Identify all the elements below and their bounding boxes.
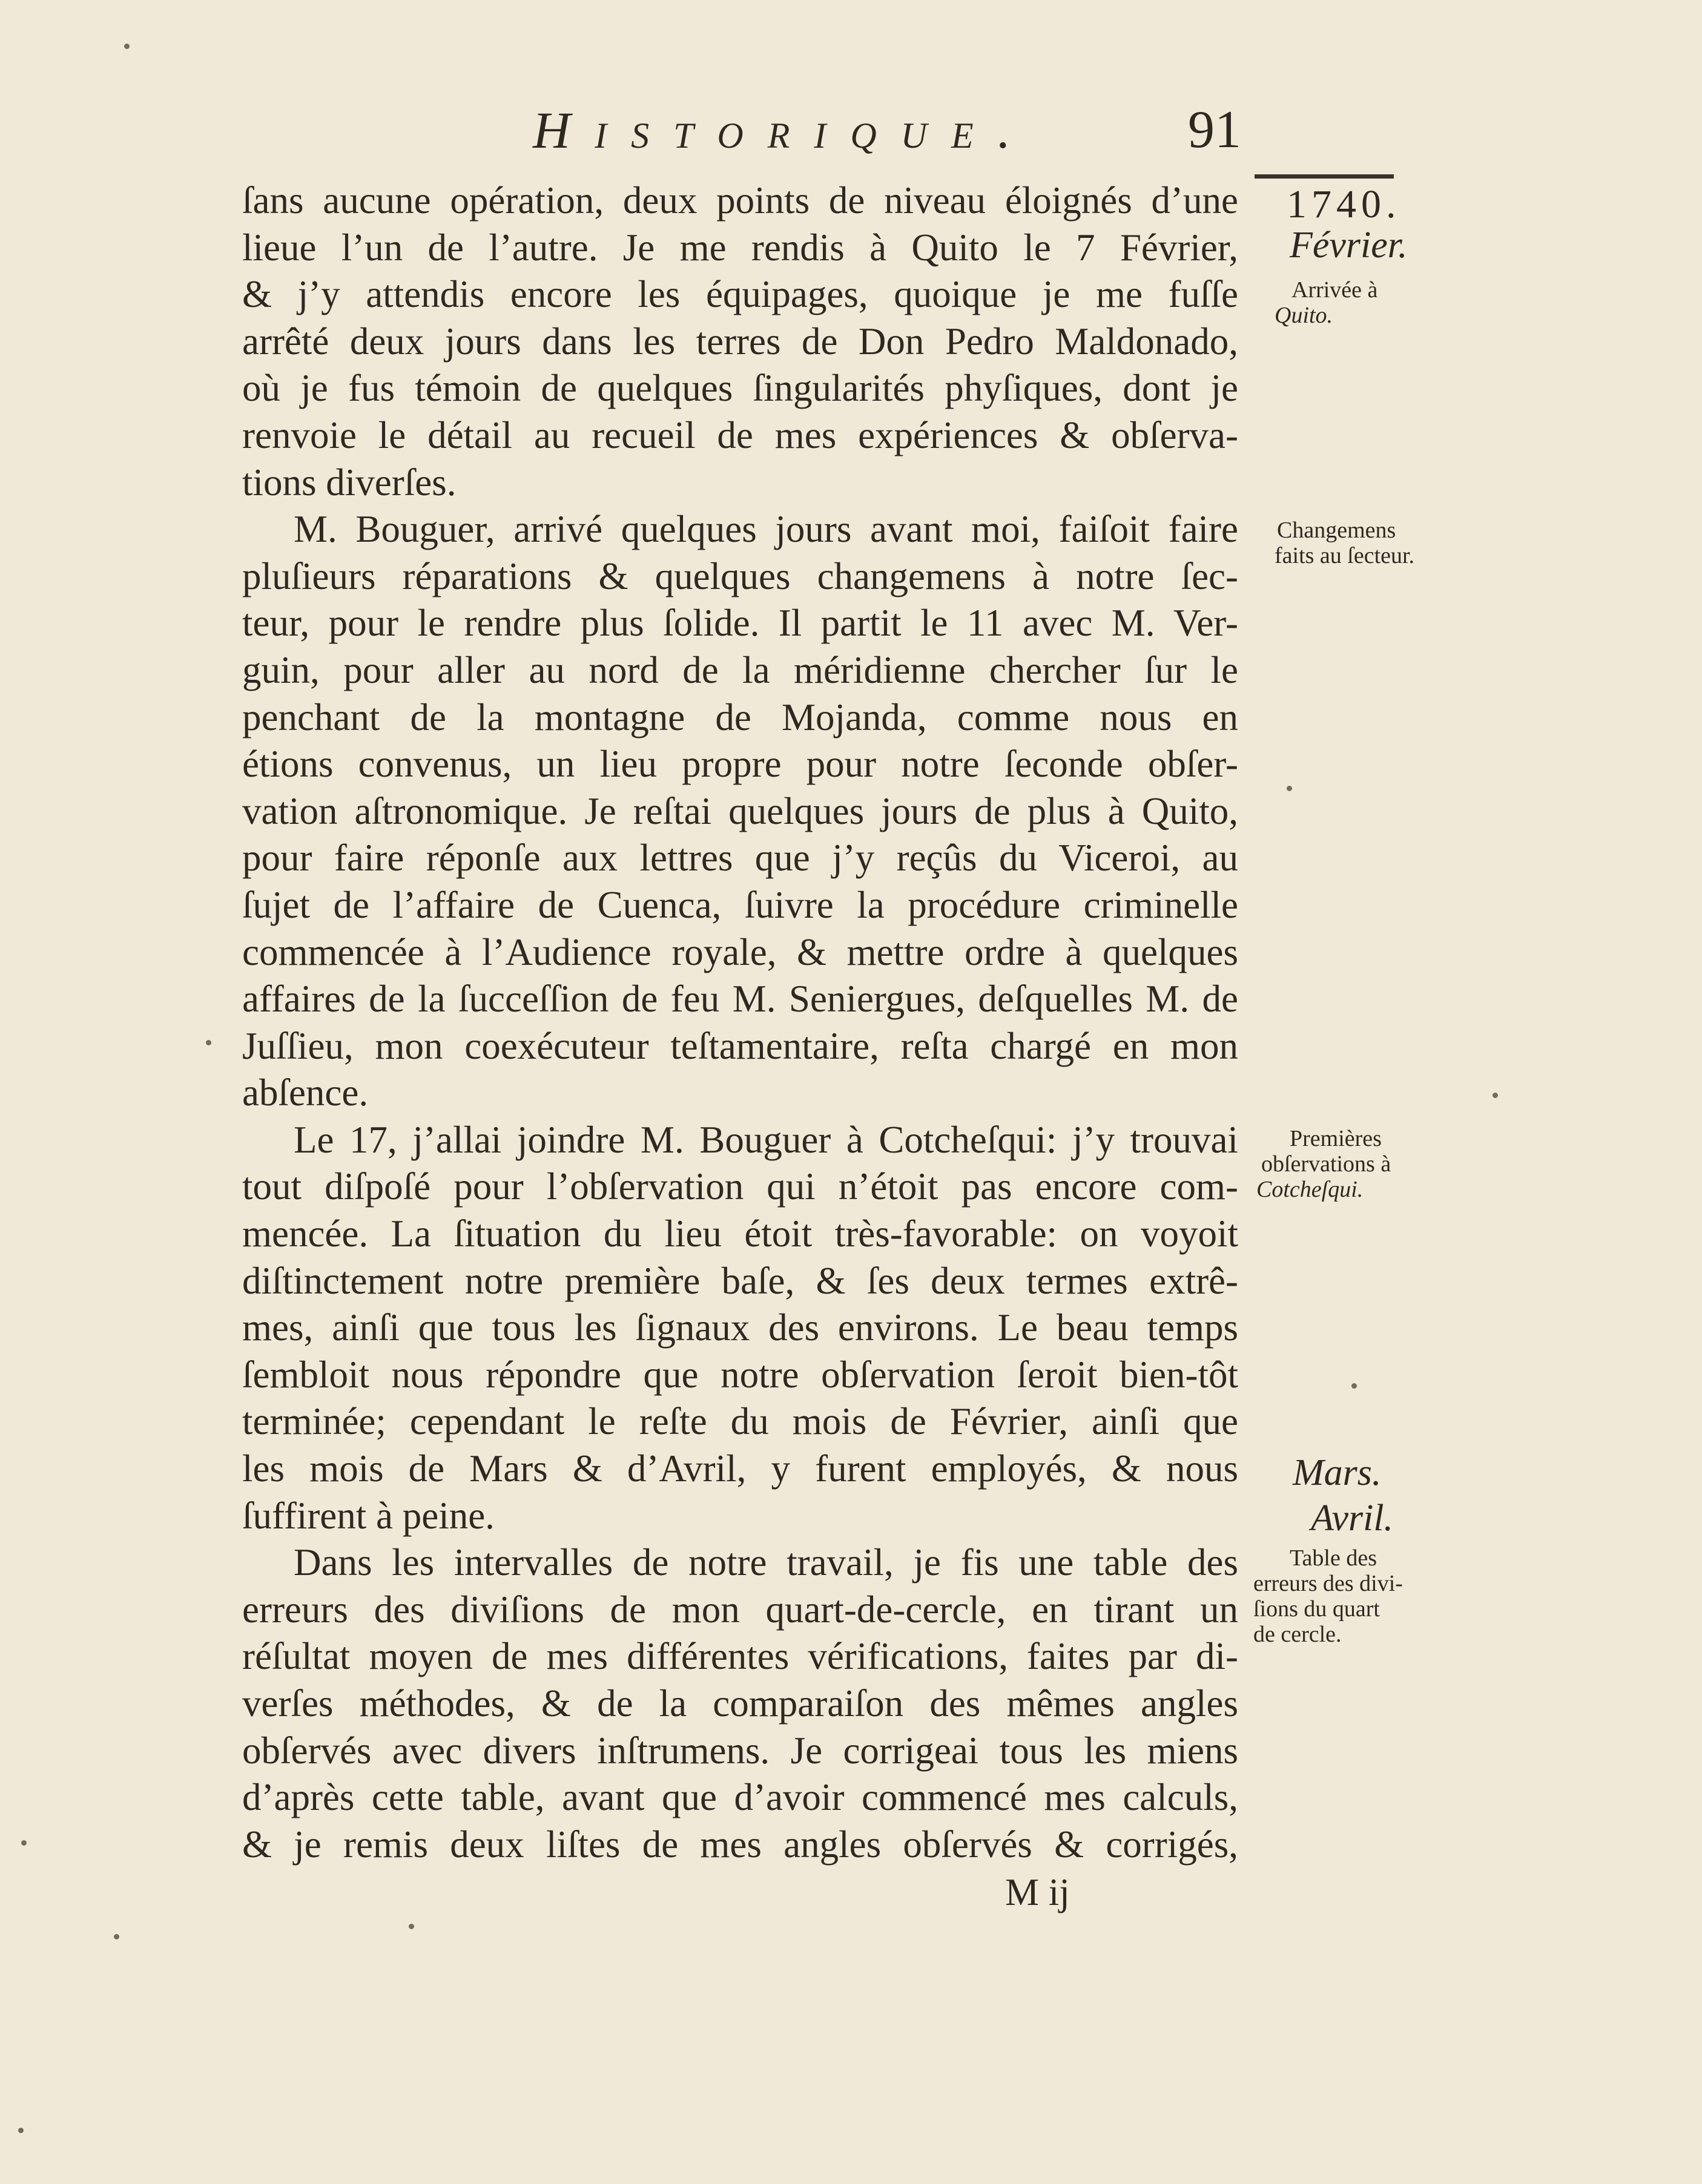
text-line: les mois de Mars & d’Avril, y furent employés, & nous: [242, 1447, 1238, 1490]
text-line: erreurs des diviſions de mon quart-de-cercle, en tirant un: [242, 1588, 1238, 1631]
text-line: verſes méthodes, & de la comparaiſon des mêmes angles: [242, 1682, 1238, 1725]
text-line: ſuffirent à peine.: [242, 1494, 495, 1537]
paper-speck: [21, 1840, 27, 1846]
text-line: pluſieurs réparations & quelques changemens à notre ſec-: [242, 554, 1238, 597]
margin-month-mars: Mars.: [1293, 1452, 1382, 1493]
paper-speck: [124, 44, 130, 49]
text-line: vation aſtronomique. Je reſtai quelques jours de plus à Quito,: [242, 789, 1238, 832]
text-line: mencée. La ſituation du lieu étoit très-favorable: on voyoit: [242, 1212, 1238, 1255]
margin-month-fevrier: Février.: [1290, 225, 1408, 266]
text-line: tout diſpoſé pour l’obſervation qui n’étoit pas encore com-: [242, 1165, 1238, 1208]
text-line: diſtinctement notre première baſe, & ſes deux termes extrê-: [242, 1259, 1238, 1302]
text-line: obſervés avec divers inſtrumens. Je corrigeai tous les miens: [242, 1729, 1238, 1772]
text-line: penchant de la montagne de Mojanda, comme nous en: [242, 696, 1238, 738]
running-header: [533, 100, 1241, 159]
margin-note-arrivee: [1275, 277, 1377, 328]
text-line: abſence.: [242, 1071, 369, 1114]
margin-note-table: [1253, 1545, 1403, 1647]
paper-speck: [206, 1040, 211, 1045]
text-line: réſultat moyen de mes différentes vérifications, faites par di-: [242, 1635, 1238, 1678]
text-line: mes, ainſi que tous les ſignaux des environs. Le beau temps: [242, 1306, 1238, 1349]
text-line: étions convenus, un lieu propre pour notre ſeconde obſer-: [242, 743, 1238, 786]
text-line: commencée à l’Audience royale, & mettre ordre à quelques: [242, 930, 1238, 973]
text-line: ſembloit nous répondre que notre obſervation ſeroit bien-tôt: [242, 1353, 1238, 1396]
paper-speck: [114, 1934, 119, 1939]
margin-note-line: ſions du quart: [1253, 1596, 1380, 1622]
text-line: ſans aucune opération, deux points de niveau éloignés d’une: [242, 179, 1238, 222]
text-line: arrêté deux jours dans les terres de Don Pedro Maldonado,: [242, 320, 1238, 363]
text-line: affaires de la ſucceſſion de feu M. Seniergues, deſquelles M. de: [242, 978, 1238, 1021]
main-text-block: [242, 177, 1238, 1868]
margin-note-changemens: [1275, 518, 1414, 568]
margin-note-line: Arrivée à: [1291, 277, 1378, 303]
margin-note-premieres: [1256, 1126, 1391, 1202]
margin-note-line: de cercle.: [1253, 1622, 1342, 1647]
page-number: 91: [1188, 100, 1241, 159]
text-line: & j’y attendis encore les équipages, quoique je me fuſſe: [242, 273, 1238, 316]
text-line: d’après cette table, avant que d’avoir commencé mes calculs,: [242, 1776, 1238, 1819]
margin-note-line: Cotcheſqui.: [1256, 1177, 1364, 1202]
margin-note-line: obſervations à: [1261, 1151, 1391, 1177]
text-line: terminée; cependant le reſte du mois de Février, ainſi que: [242, 1400, 1238, 1443]
margin-note-line: faits au ſecteur.: [1275, 543, 1415, 568]
paragraph-start-line: M. Bouguer, arrivé quelques jours avant moi, faiſoit faire: [294, 508, 1238, 551]
margin-note-line: Changemens: [1277, 518, 1396, 543]
text-line: renvoie le détail au recueil de mes expériences & obſerva-: [242, 413, 1238, 456]
text-line: guin, pour aller au nord de la méridienne chercher ſur le: [242, 648, 1238, 691]
text-line: & je remis deux liſtes de mes angles obſervés & corrigés,: [242, 1823, 1238, 1866]
paper-speck: [409, 1924, 414, 1929]
margin-note-line: Quito.: [1275, 303, 1333, 328]
text-line: tions diverſes.: [242, 461, 457, 504]
running-title: Historique.: [533, 101, 1035, 159]
paper-speck: [1493, 1093, 1498, 1098]
margin-note-line: Table des: [1290, 1545, 1377, 1571]
text-line: Juſſieu, mon coexécuteur teſtamentaire, reſta chargé en mon: [242, 1024, 1238, 1067]
text-line: teur, pour le rendre plus ſolide. Il partit le 11 avec M. Ver-: [242, 602, 1238, 645]
catchword: M ij: [1005, 1871, 1070, 1913]
paper-speck: [1287, 786, 1292, 791]
paper-speck: [18, 2128, 24, 2133]
paragraph-start-line: Dans les intervalles de notre travail, je fis une table des: [294, 1541, 1238, 1584]
margin-note-line: Premières: [1290, 1126, 1382, 1151]
margin-year: 1740.: [1287, 182, 1401, 226]
text-line: pour faire réponſe aux lettres que j’y reçûs du Viceroi, au: [242, 837, 1238, 880]
text-line: lieue l’un de l’autre. Je me rendis à Quito le 7 Février,: [242, 226, 1238, 269]
paper-speck: [1351, 1383, 1357, 1389]
paragraph-start-line: Le 17, j’allai joindre M. Bouguer à Cotcheſqui: j’y trouvai: [294, 1118, 1238, 1161]
text-line: où je fus témoin de quelques ſingularités phyſiques, dont je: [242, 367, 1238, 410]
margin-rule: [1255, 174, 1394, 179]
text-line: ſujet de l’affaire de Cuenca, ſuivre la procédure criminelle: [242, 883, 1238, 926]
margin-month-avril: Avril.: [1311, 1498, 1394, 1539]
margin-note-line: erreurs des divi-: [1253, 1571, 1403, 1596]
